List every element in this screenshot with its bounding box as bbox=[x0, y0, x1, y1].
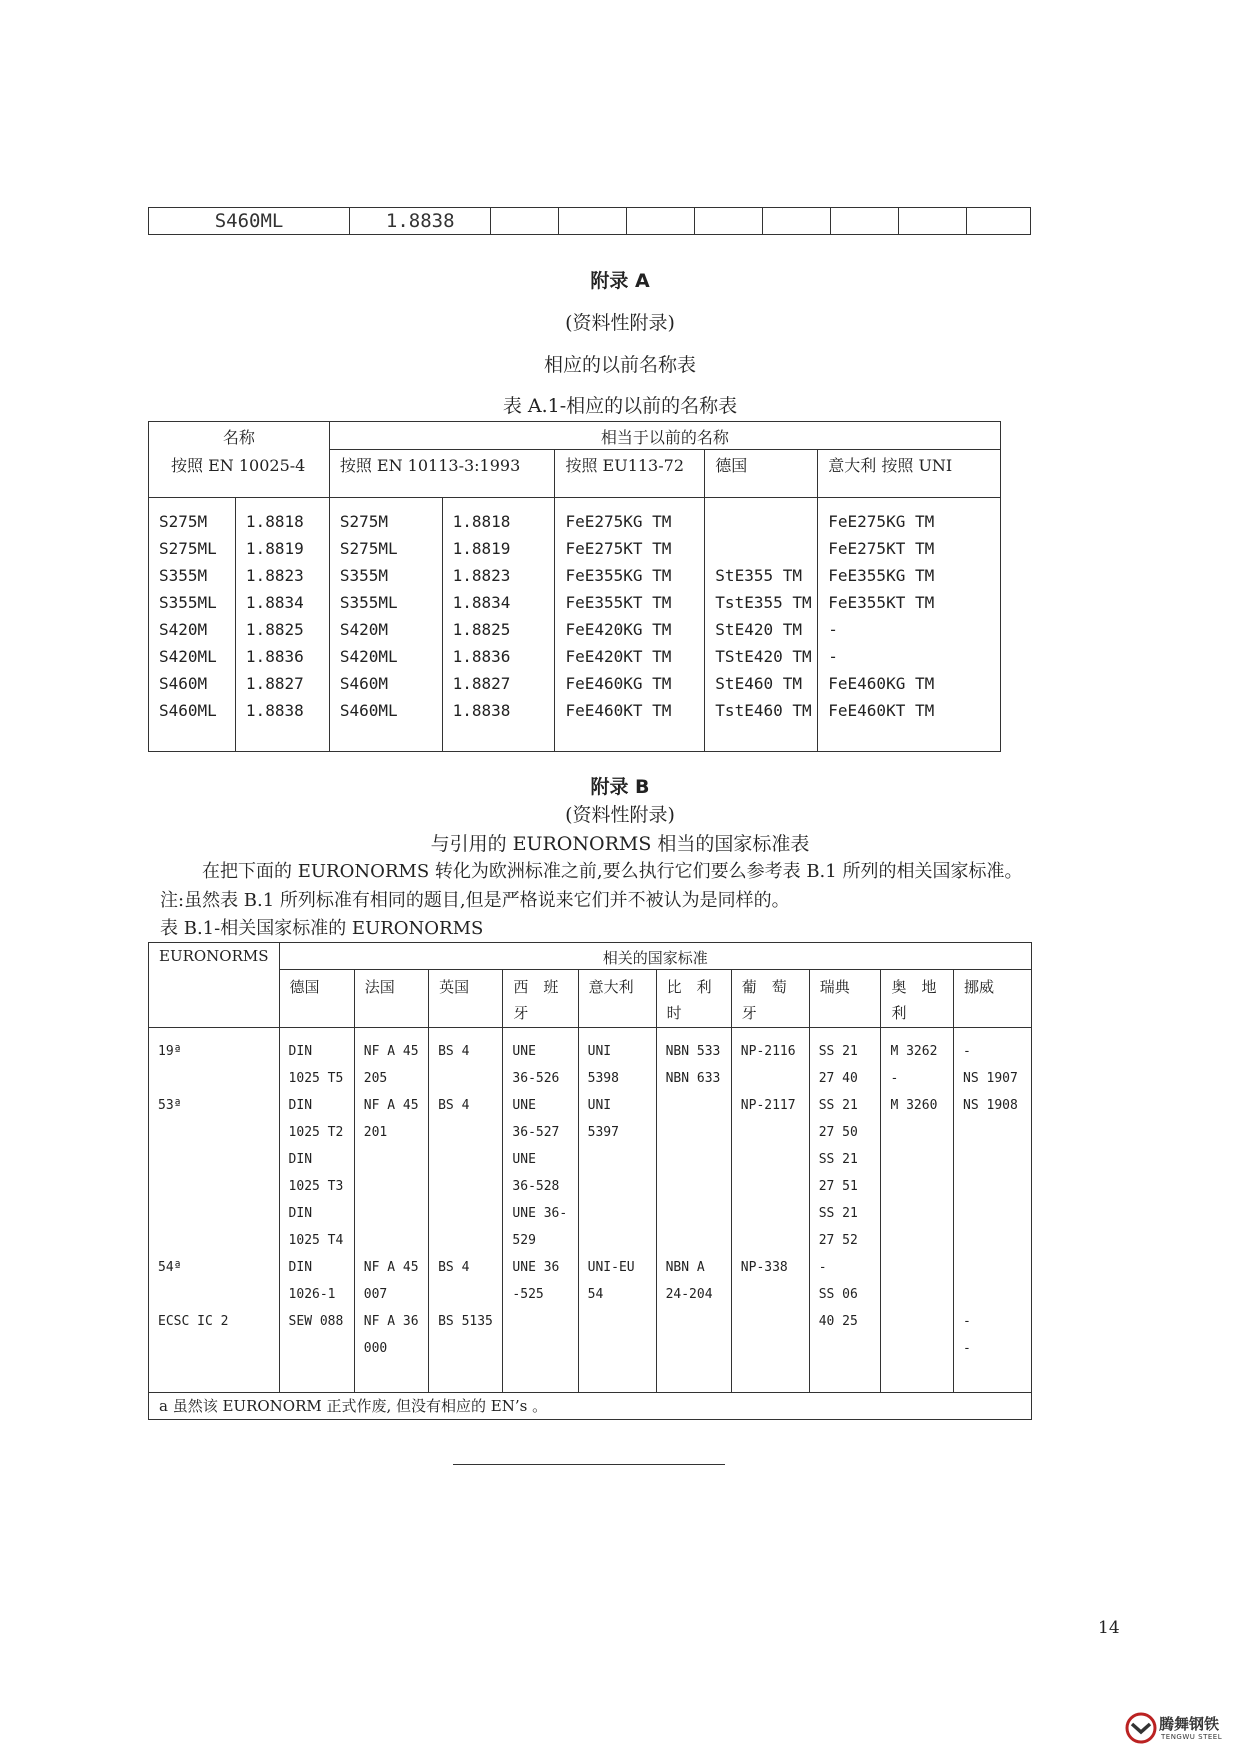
table-value bbox=[158, 1065, 275, 1092]
table-value: FeE275KT TM bbox=[565, 539, 672, 558]
table-value: UNE 36- bbox=[512, 1206, 568, 1221]
table-value: SS 21 bbox=[818, 1152, 858, 1167]
country-header-line: 意大利 bbox=[588, 978, 634, 997]
header-national-standards: 相关的国家标准 bbox=[279, 943, 1031, 970]
table-value: NF A 36 bbox=[363, 1314, 419, 1329]
table-value: NF A 45 bbox=[363, 1044, 419, 1059]
country-header bbox=[954, 970, 1032, 1028]
table-value bbox=[666, 1119, 727, 1146]
table-value: S355ML bbox=[159, 593, 217, 612]
header-en10113: 按照 EN 10113-3:1993 bbox=[329, 450, 555, 498]
table-value: 36-527 bbox=[512, 1125, 560, 1140]
table-value: NBN 633 bbox=[665, 1071, 721, 1086]
table-value: 5398 bbox=[587, 1071, 619, 1086]
table-value: DIN bbox=[288, 1152, 313, 1167]
table-value: BS 5135 bbox=[438, 1314, 493, 1329]
table-column-cell bbox=[149, 498, 236, 752]
table-cell: S460ML bbox=[149, 208, 350, 235]
table-value: S275M bbox=[159, 512, 208, 531]
table-value bbox=[364, 1173, 424, 1200]
table-value bbox=[158, 1119, 275, 1146]
logo-mark-icon bbox=[1125, 1712, 1157, 1744]
table-value: FeE275KG TM bbox=[565, 512, 672, 531]
table-value: UNI bbox=[587, 1044, 612, 1059]
table-value: 54ª bbox=[158, 1260, 182, 1275]
table-value bbox=[741, 1173, 805, 1200]
table-value bbox=[588, 1200, 652, 1227]
appendix-a-heading: 附录 A bbox=[590, 270, 650, 292]
country-header bbox=[809, 970, 881, 1028]
footnote-rule bbox=[453, 1464, 725, 1465]
table-value: 1.8836 bbox=[245, 647, 304, 666]
table-value: UNE bbox=[512, 1152, 536, 1167]
table-value: S460ML bbox=[339, 701, 398, 720]
table-value: S420ML bbox=[159, 647, 217, 666]
table-value bbox=[963, 1173, 1027, 1200]
table-value bbox=[963, 1281, 1027, 1308]
appendix-b-subtitle: (资料性附录) bbox=[565, 804, 675, 826]
country-header-line: 时 bbox=[666, 1004, 682, 1023]
appendix-a-subtitle: (资料性附录) bbox=[565, 312, 675, 334]
header-italy: 意大利 按照 UNI bbox=[818, 450, 1001, 498]
country-header bbox=[656, 970, 731, 1028]
table-value: 1.8834 bbox=[452, 593, 511, 612]
table-value: -525 bbox=[512, 1287, 544, 1302]
table-value bbox=[666, 1200, 727, 1227]
table-value: - bbox=[828, 620, 838, 639]
country-header-line: 利 bbox=[891, 1004, 907, 1023]
table-value: 1.8834 bbox=[245, 593, 304, 612]
table-body-row bbox=[149, 498, 1001, 752]
table-value: FeE355KT TM bbox=[565, 593, 672, 612]
table-value bbox=[438, 1200, 498, 1227]
table-header-row bbox=[149, 943, 1032, 970]
table-value: S420M bbox=[159, 620, 208, 639]
table-cell bbox=[695, 208, 763, 235]
table-cell bbox=[491, 208, 559, 235]
table-column-cell bbox=[705, 498, 818, 752]
table-column-cell bbox=[235, 498, 329, 752]
table-value: SEW 088 bbox=[288, 1314, 344, 1329]
table-column-cell bbox=[731, 1028, 809, 1393]
table-value: FeE275KG TM bbox=[828, 512, 935, 531]
country-header-line: 瑞典 bbox=[819, 978, 850, 997]
appendix-a-title: 相应的以前名称表 bbox=[543, 354, 696, 376]
country-header-line: 奥 地 bbox=[891, 978, 937, 997]
table-value: SS 21 bbox=[818, 1206, 858, 1221]
table-value: 1.8818 bbox=[452, 512, 511, 531]
page-number: 14 bbox=[1098, 1618, 1120, 1638]
table-value bbox=[666, 1227, 727, 1254]
country-header bbox=[578, 970, 656, 1028]
table-value: M 3260 bbox=[890, 1098, 938, 1113]
table-value bbox=[588, 1173, 652, 1200]
country-header bbox=[881, 970, 954, 1028]
table-value bbox=[963, 1227, 1027, 1254]
table-value: - bbox=[818, 1260, 827, 1275]
table-value: UNI-EU bbox=[587, 1260, 635, 1275]
table-value: NS 1907 bbox=[963, 1071, 1018, 1086]
table-value: 24-204 bbox=[665, 1287, 713, 1302]
table-value: TstE460 TM bbox=[715, 701, 812, 720]
table-value bbox=[438, 1281, 498, 1308]
table-value: 000 bbox=[363, 1341, 388, 1356]
table-value: NBN 533 bbox=[665, 1044, 721, 1059]
country-header-line: 葡 萄 bbox=[741, 978, 787, 997]
table-value: DIN bbox=[288, 1260, 313, 1275]
table-value: 1.8819 bbox=[245, 539, 304, 558]
table-value bbox=[588, 1146, 652, 1173]
table-value: 205 bbox=[363, 1071, 388, 1086]
header-name: 名称 bbox=[149, 422, 330, 450]
table-value bbox=[741, 1227, 805, 1254]
table-value: FeE420KG TM bbox=[565, 620, 672, 639]
table-value: S460ML bbox=[159, 701, 217, 720]
table-column-cell bbox=[442, 498, 555, 752]
table-value: M 3262 bbox=[890, 1044, 938, 1059]
table-column-cell bbox=[818, 498, 1001, 752]
table-header-row bbox=[149, 422, 1001, 450]
table-cell bbox=[559, 208, 627, 235]
country-header-line: 挪威 bbox=[964, 978, 995, 997]
table-value: NP-2116 bbox=[740, 1044, 796, 1059]
table-value: - bbox=[963, 1314, 971, 1329]
appendix-b-title: 与引用的 EURONORMS 相当的国家标准表 bbox=[430, 833, 810, 855]
table-cell bbox=[830, 208, 898, 235]
table-value: 1.8827 bbox=[245, 674, 304, 693]
table-value: 1.8823 bbox=[245, 566, 304, 585]
table-value bbox=[588, 1227, 652, 1254]
table-value bbox=[364, 1146, 424, 1173]
table-value: 1025 T4 bbox=[288, 1233, 344, 1248]
table-value: 53ª bbox=[158, 1098, 182, 1113]
header-euronorms: EURONORMS bbox=[149, 943, 280, 1028]
table-value: NP-338 bbox=[740, 1260, 788, 1275]
header-germany: 德国 bbox=[705, 450, 818, 498]
table-value: S355ML bbox=[339, 593, 398, 612]
table-value: 1026-1 bbox=[288, 1287, 336, 1302]
table-value bbox=[741, 1200, 805, 1227]
table-value: FeE355KG TM bbox=[565, 566, 672, 585]
table-value: - bbox=[963, 1341, 971, 1356]
table-value bbox=[158, 1146, 275, 1173]
table-value bbox=[438, 1173, 498, 1200]
company-logo bbox=[1125, 1712, 1230, 1746]
country-header bbox=[354, 970, 428, 1028]
table-value: FeE460KG TM bbox=[565, 674, 672, 693]
table-footnote-row bbox=[149, 1393, 1032, 1420]
table-column-cell bbox=[429, 1028, 503, 1393]
table-value: UNE 36 bbox=[512, 1260, 560, 1275]
table-header-row bbox=[149, 970, 1032, 1028]
table-value: - bbox=[890, 1071, 899, 1086]
table-value: 27 51 bbox=[818, 1179, 858, 1194]
table-value bbox=[666, 1092, 727, 1119]
table-value: BS 4 bbox=[438, 1098, 470, 1113]
table-value: StE355 TM bbox=[715, 566, 802, 585]
table-value: 529 bbox=[512, 1233, 536, 1248]
table-value: - bbox=[963, 1044, 971, 1059]
table-value: 27 52 bbox=[818, 1233, 858, 1248]
table-value: 1.8825 bbox=[245, 620, 304, 639]
country-header-line: 德国 bbox=[289, 978, 320, 997]
table-value: 1.8819 bbox=[452, 539, 511, 558]
table-value: 1.8838 bbox=[452, 701, 511, 720]
table-value: S275ML bbox=[159, 539, 217, 558]
table-cell bbox=[898, 208, 966, 235]
table-value: 19ª bbox=[158, 1044, 182, 1059]
table-value: DIN bbox=[288, 1098, 313, 1113]
table-column-cell bbox=[149, 1028, 280, 1393]
table-value: 27 50 bbox=[818, 1125, 858, 1140]
table-b1-caption: 表 B.1-相关国家标准的 EURONORMS bbox=[160, 918, 484, 939]
table-value: NBN A bbox=[665, 1260, 705, 1275]
table-value bbox=[741, 1065, 805, 1092]
table-value bbox=[158, 1200, 275, 1227]
table-value: 1.8838 bbox=[245, 701, 304, 720]
table-value bbox=[963, 1200, 1027, 1227]
country-header bbox=[731, 970, 809, 1028]
country-header bbox=[279, 970, 354, 1028]
table-value: 007 bbox=[363, 1287, 388, 1302]
table-value: 27 40 bbox=[818, 1071, 858, 1086]
country-header bbox=[429, 970, 503, 1028]
table-value bbox=[364, 1227, 424, 1254]
table-value: StE460 TM bbox=[715, 674, 802, 693]
table-value: NP-2117 bbox=[740, 1098, 796, 1113]
table-value: ECSC IC 2 bbox=[158, 1314, 229, 1329]
table-value: 1.8818 bbox=[245, 512, 304, 531]
table-value: 1025 T5 bbox=[288, 1071, 344, 1086]
table-value bbox=[438, 1146, 498, 1173]
table-column-cell bbox=[503, 1028, 578, 1393]
table-value: FeE275KT TM bbox=[828, 539, 935, 558]
table-value: FeE420KT TM bbox=[565, 647, 672, 666]
table-value: 5397 bbox=[587, 1125, 619, 1140]
table-value bbox=[666, 1146, 727, 1173]
table-value: UNI bbox=[587, 1098, 612, 1113]
table-value: DIN bbox=[288, 1044, 313, 1059]
table-cell: 1.8838 bbox=[350, 208, 491, 235]
table-value: - bbox=[828, 647, 838, 666]
table-value: NF A 45 bbox=[363, 1098, 419, 1113]
table-value: S460M bbox=[159, 674, 208, 693]
table-value: FeE355KT TM bbox=[828, 593, 935, 612]
header-en10025: 按照 EN 10025-4 bbox=[149, 450, 330, 498]
table-value: 1.8836 bbox=[452, 647, 511, 666]
table-value: BS 4 bbox=[438, 1260, 470, 1275]
table-value: 1.8823 bbox=[452, 566, 511, 585]
table-column-cell bbox=[279, 1028, 354, 1393]
table-value: 36-528 bbox=[512, 1179, 560, 1194]
table-value bbox=[158, 1281, 275, 1308]
table-row bbox=[149, 208, 1031, 235]
table-cell bbox=[627, 208, 695, 235]
table-a1-caption: 表 A.1-相应的以前的名称表 bbox=[502, 395, 738, 417]
table-value: UNE bbox=[512, 1098, 536, 1113]
table-value: TstE355 TM bbox=[715, 593, 812, 612]
table-body-row bbox=[149, 1028, 1032, 1393]
table-a1 bbox=[148, 421, 1001, 752]
footnote: a 虽然该 EURONORM 正式作废, 但没有相应的 EN’s 。 bbox=[149, 1393, 1032, 1420]
intro-paragraph: 在把下面的 EURONORMS 转化为欧洲标准之前,要么执行它们要么参考表 B.1 所列的相关国家标准。 bbox=[202, 861, 1023, 882]
table-column-cell bbox=[329, 498, 442, 752]
table-value: SS 21 bbox=[818, 1098, 858, 1113]
table-value: BS 4 bbox=[438, 1044, 470, 1059]
logo-name-cn: 腾舞钢铁 bbox=[1159, 1715, 1220, 1733]
table-value bbox=[963, 1254, 1027, 1281]
table-value: FeE460KG TM bbox=[828, 674, 935, 693]
country-header bbox=[503, 970, 578, 1028]
table-value bbox=[158, 1173, 275, 1200]
table-value: 1.8825 bbox=[452, 620, 511, 639]
table-value: S275M bbox=[339, 512, 388, 531]
table-value: S355M bbox=[159, 566, 208, 585]
country-header-line: 比 利 bbox=[666, 978, 712, 997]
table-value: NS 1908 bbox=[963, 1098, 1018, 1113]
table-cell bbox=[762, 208, 830, 235]
table-value: 1025 T2 bbox=[288, 1125, 344, 1140]
table-value: TStE420 TM bbox=[715, 647, 812, 666]
table-value: S420ML bbox=[339, 647, 398, 666]
table-value bbox=[963, 1119, 1027, 1146]
country-header-line: 法国 bbox=[364, 978, 395, 997]
table-value: 36-526 bbox=[512, 1071, 560, 1086]
table-column-cell bbox=[809, 1028, 881, 1393]
table-value bbox=[438, 1119, 498, 1146]
table-value bbox=[715, 535, 817, 562]
table-value: FeE355KG TM bbox=[828, 566, 935, 585]
table-value: FeE460KT TM bbox=[828, 701, 935, 720]
table-header-row bbox=[149, 450, 1001, 498]
header-equivalent: 相当于以前的名称 bbox=[329, 422, 1000, 450]
table-column-cell bbox=[881, 1028, 954, 1393]
table-value: S460M bbox=[339, 674, 388, 693]
table-value: 1.8827 bbox=[452, 674, 511, 693]
table-value bbox=[741, 1119, 805, 1146]
table-value bbox=[963, 1146, 1027, 1173]
table-value bbox=[364, 1200, 424, 1227]
header-eu113: 按照 EU113-72 bbox=[555, 450, 705, 498]
table-value: UNE bbox=[512, 1044, 536, 1059]
table-value bbox=[438, 1065, 498, 1092]
table-cell bbox=[966, 208, 1030, 235]
appendix-b-heading: 附录 B bbox=[590, 776, 650, 798]
country-header-line: 牙 bbox=[513, 1004, 529, 1023]
table-value bbox=[438, 1227, 498, 1254]
table-value: FeE460KT TM bbox=[565, 701, 672, 720]
note-paragraph: 注:虽然表 B.1 所列标准有相同的题目,但是严格说来它们并不被认为是同样的。 bbox=[160, 890, 790, 911]
country-header-line: 西 班 bbox=[513, 978, 559, 997]
table-value: NF A 45 bbox=[363, 1260, 419, 1275]
country-header-line: 牙 bbox=[741, 1004, 757, 1023]
logo-name-en: TENGWU STEEL bbox=[1161, 1733, 1223, 1741]
table-value: DIN bbox=[288, 1206, 313, 1221]
table-value: SS 21 bbox=[818, 1044, 858, 1059]
table-column-cell bbox=[354, 1028, 428, 1393]
table-value: 54 bbox=[587, 1287, 604, 1302]
country-header-line: 英国 bbox=[439, 978, 470, 997]
table-value: 201 bbox=[363, 1125, 388, 1140]
table-value: 1025 T3 bbox=[288, 1179, 344, 1194]
table-column-cell bbox=[578, 1028, 656, 1393]
table-b1 bbox=[148, 942, 1032, 1420]
table-column-cell bbox=[555, 498, 705, 752]
table-value bbox=[666, 1173, 727, 1200]
table-value: 40 25 bbox=[818, 1314, 858, 1329]
table-value: SS 06 bbox=[818, 1287, 858, 1302]
table-value: S420M bbox=[339, 620, 388, 639]
table-value: StE420 TM bbox=[715, 620, 802, 639]
table-column-cell bbox=[656, 1028, 731, 1393]
table-value bbox=[715, 508, 817, 535]
table-value: S355M bbox=[339, 566, 388, 585]
top-continuation-table bbox=[148, 207, 1031, 235]
table-column-cell bbox=[954, 1028, 1032, 1393]
table-value bbox=[158, 1227, 275, 1254]
table-value bbox=[741, 1146, 805, 1173]
table-value: S275ML bbox=[339, 539, 398, 558]
